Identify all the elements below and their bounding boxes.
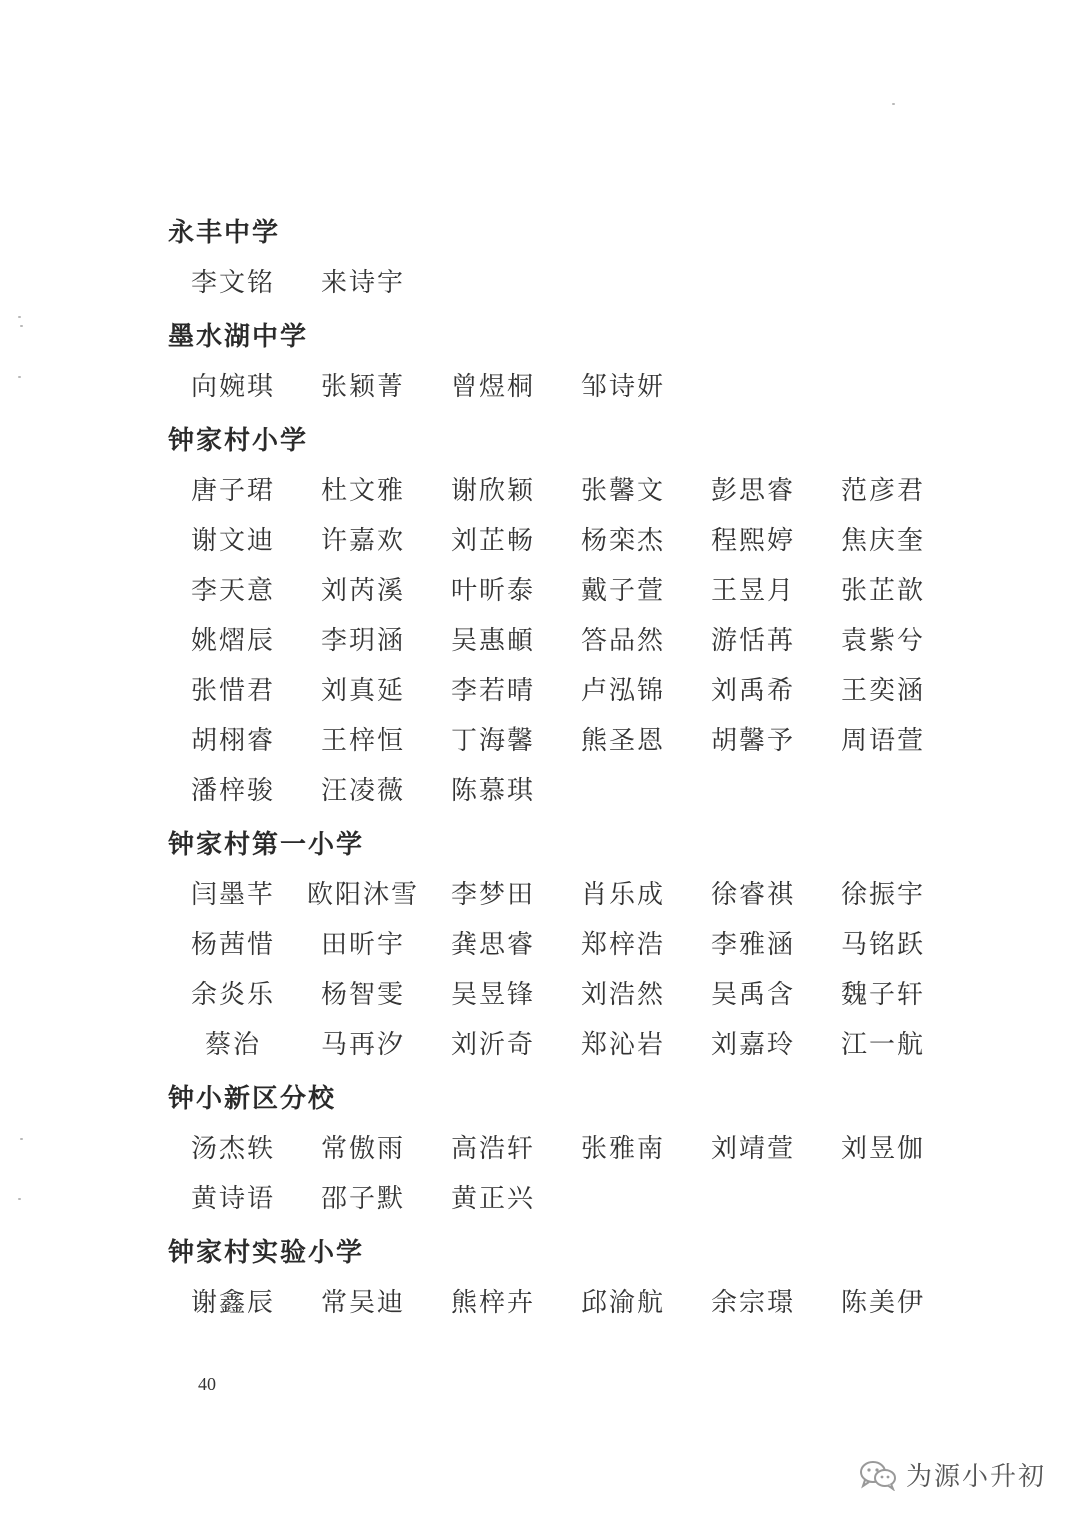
student-name: 黄正兴: [450, 1184, 535, 1214]
student-name: 王昱月: [710, 576, 795, 606]
student-name: 杨栾杰: [580, 526, 665, 556]
student-name: 李雅涵: [710, 930, 795, 960]
student-name: 常傲雨: [320, 1134, 405, 1164]
student-name: 潘梓骏: [190, 776, 275, 806]
student-name: 曾煜桐: [450, 372, 535, 402]
student-name: 邱渝航: [580, 1288, 665, 1318]
student-name: 李天意: [190, 576, 275, 606]
student-name: 刘禹希: [710, 676, 795, 706]
student-name: 刘浩然: [580, 980, 665, 1010]
student-name: 陈美伊: [840, 1288, 925, 1318]
student-name: 王奕涵: [840, 676, 925, 706]
student-name: 姚熠辰: [190, 626, 275, 656]
student-name: 刘靖萱: [710, 1134, 795, 1164]
school-name: 钟家村第一小学: [168, 830, 365, 860]
student-name: 李玥涵: [320, 626, 405, 656]
student-name: 肖乐成: [580, 880, 665, 910]
student-name: 刘沂奇: [450, 1030, 535, 1060]
school-name: 钟家村实验小学: [168, 1238, 365, 1268]
student-name: 许嘉欢: [320, 526, 405, 556]
student-name: 张雅南: [580, 1134, 665, 1164]
school-section: [168, 1228, 968, 1328]
watermark-text: 为源小升初: [905, 1462, 1046, 1492]
student-name: 张惜君: [190, 676, 275, 706]
student-name: 闫墨芊: [190, 880, 275, 910]
student-name: 熊圣恩: [580, 726, 665, 756]
student-name: 张颖菁: [320, 372, 405, 402]
school-name: 永丰中学: [168, 218, 281, 248]
student-name: 吴昱锋: [450, 980, 535, 1010]
student-name: 杨茜惜: [190, 930, 275, 960]
student-name: 刘嘉玲: [710, 1030, 795, 1060]
student-name: 李若晴: [450, 676, 535, 706]
school-section: [168, 312, 968, 412]
school-section: [168, 416, 968, 816]
student-name: 吴禹含: [710, 980, 795, 1010]
student-name: 杨智雯: [320, 980, 405, 1010]
student-name: 刘芮溪: [320, 576, 405, 606]
student-names: [168, 1124, 968, 1224]
student-name: 常吴迪: [320, 1288, 405, 1318]
student-name: 刘昱伽: [840, 1134, 925, 1164]
school-name: 墨水湖中学: [168, 322, 309, 352]
student-name: 杜文雅: [320, 476, 405, 506]
student-name: 戴子萱: [580, 576, 665, 606]
student-name: 徐睿祺: [710, 880, 795, 910]
student-name: 蔡治: [204, 1030, 261, 1060]
student-name: 答品然: [580, 626, 665, 656]
student-name: 胡栩睿: [190, 726, 275, 756]
student-name: 彭思睿: [710, 476, 795, 506]
student-names: [168, 870, 968, 1070]
student-name: 汪凌薇: [320, 776, 405, 806]
student-name: 龚思睿: [450, 930, 535, 960]
student-name: 郑沁岩: [580, 1030, 665, 1060]
student-name: 王梓恒: [320, 726, 405, 756]
student-name: 郑梓浩: [580, 930, 665, 960]
student-name: 范彦君: [840, 476, 925, 506]
student-name: 余宗璟: [710, 1288, 795, 1318]
student-name: 邵子默: [320, 1184, 405, 1214]
student-name: 谢欣颖: [450, 476, 535, 506]
student-name: 唐子珺: [190, 476, 275, 506]
student-name: 黄诗语: [190, 1184, 275, 1214]
school-section: [168, 1074, 968, 1224]
student-names: [168, 466, 968, 816]
school-name: 钟小新区分校: [168, 1084, 337, 1114]
student-name: 李梦田: [450, 880, 535, 910]
student-name: 张芷歆: [840, 576, 925, 606]
student-names: [168, 362, 968, 412]
school-section: [168, 820, 968, 1070]
school-name: 钟家村小学: [168, 426, 309, 456]
watermark: [858, 1456, 1046, 1493]
student-name: 张馨文: [580, 476, 665, 506]
student-name: 刘芷畅: [450, 526, 535, 556]
student-name: 邹诗妍: [580, 372, 665, 402]
student-name: 胡馨予: [710, 726, 795, 756]
student-name: 马铭跃: [840, 930, 925, 960]
student-name: 丁海馨: [450, 726, 535, 756]
student-name: 欧阳沐雪: [306, 880, 419, 910]
student-name: 李文铭: [190, 268, 275, 298]
student-name: 余炎乐: [190, 980, 275, 1010]
school-section: [168, 208, 968, 308]
student-name: 周语萱: [840, 726, 925, 756]
student-names: [168, 1278, 968, 1328]
student-name: 卢泓锦: [580, 676, 665, 706]
student-name: 刘真延: [320, 676, 405, 706]
student-name: 马再汐: [320, 1030, 405, 1060]
student-name: 徐振宇: [840, 880, 925, 910]
student-name: 魏子轩: [840, 980, 925, 1010]
school-list: [168, 208, 968, 1332]
student-name: 汤杰轶: [190, 1134, 275, 1164]
student-name: 吴惠頔: [450, 626, 535, 656]
student-name: 陈慕琪: [450, 776, 535, 806]
student-name: 袁紫兮: [840, 626, 925, 656]
student-name: 谢鑫辰: [190, 1288, 275, 1318]
student-name: 田昕宇: [320, 930, 405, 960]
student-names: [168, 258, 968, 308]
student-name: 向婉琪: [190, 372, 275, 402]
student-name: 来诗宇: [320, 268, 405, 298]
wechat-icon: [858, 1459, 898, 1491]
student-name: 谢文迪: [190, 526, 275, 556]
student-name: 程熙婷: [710, 526, 795, 556]
student-name: 高浩轩: [450, 1134, 535, 1164]
student-name: 焦庆奎: [840, 526, 925, 556]
student-name: 熊梓卉: [450, 1288, 535, 1318]
student-name: 游恬苒: [710, 626, 795, 656]
student-name: 江一航: [840, 1030, 925, 1060]
page-number: 40: [198, 1374, 216, 1394]
student-name: 叶昕泰: [450, 576, 535, 606]
